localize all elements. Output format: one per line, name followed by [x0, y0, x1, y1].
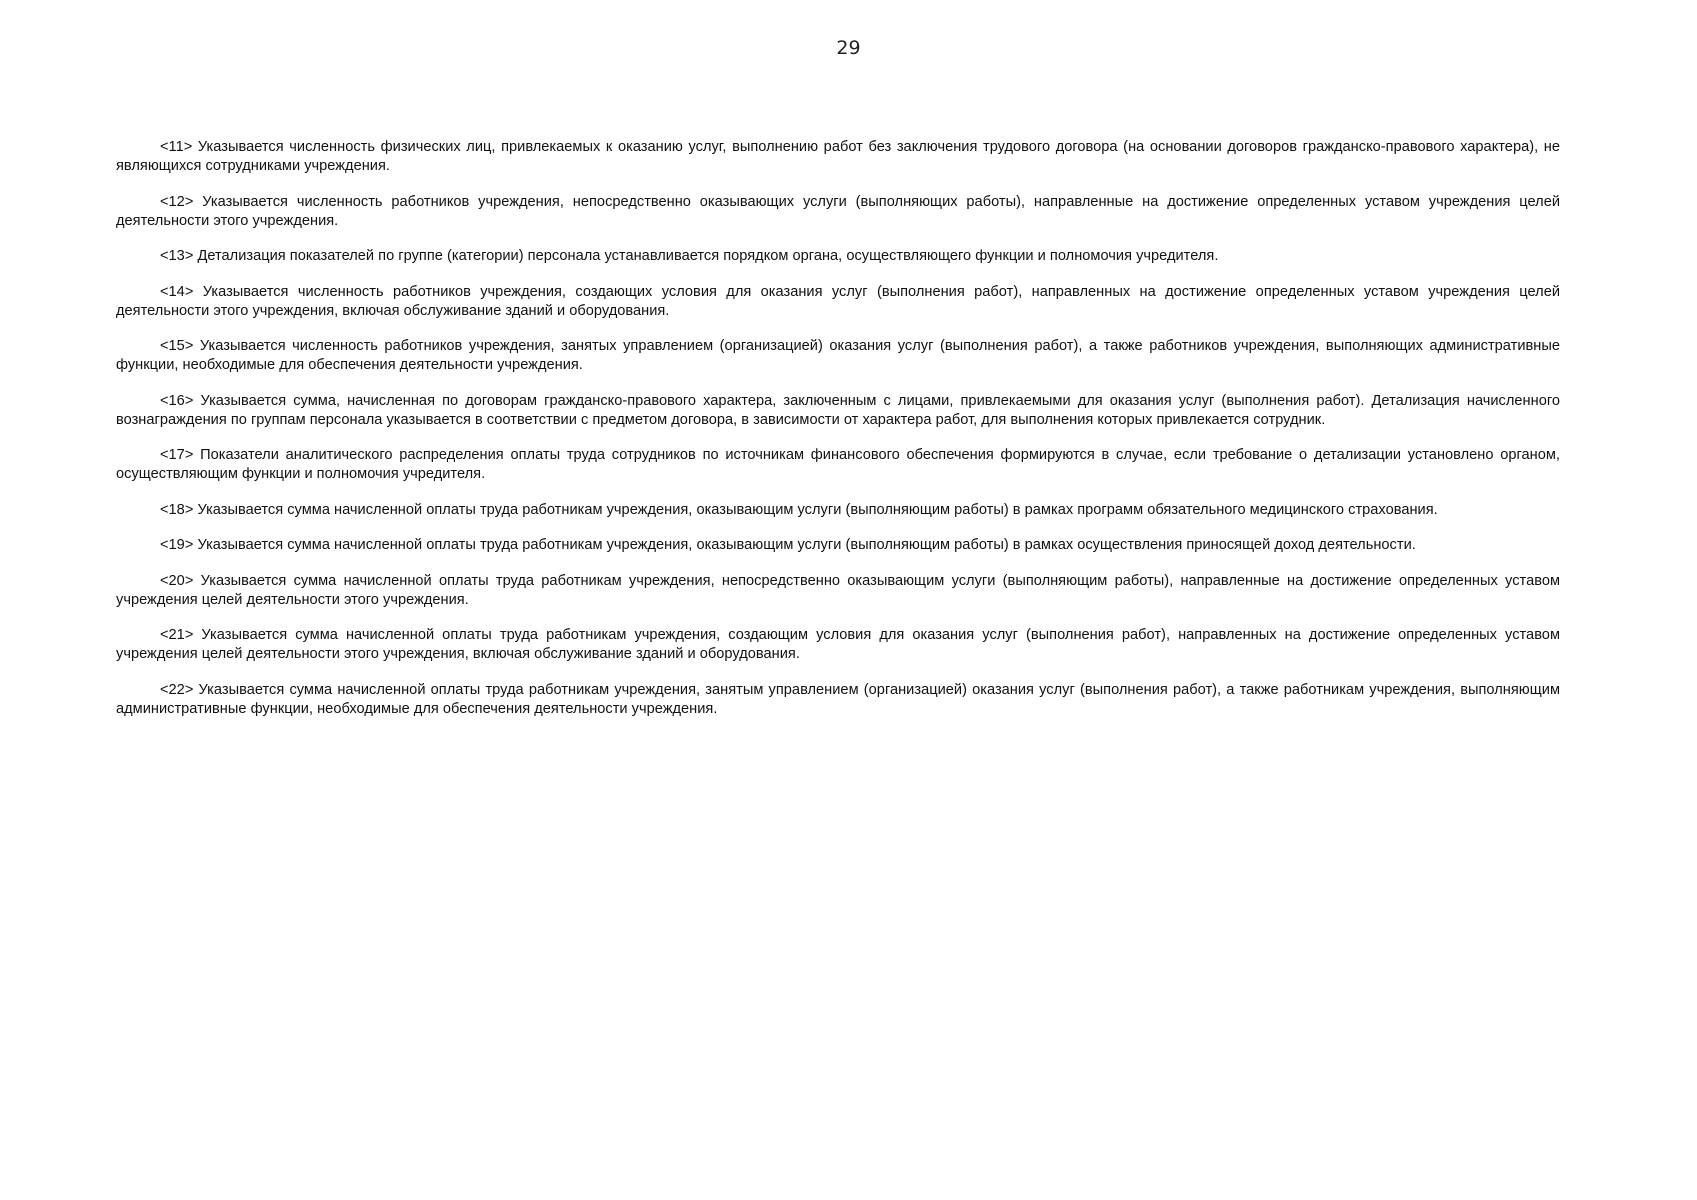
- footnotes-list: [116, 138, 1560, 735]
- footnote-20: [116, 572, 1560, 610]
- footnote-19: [116, 536, 1560, 555]
- footnote-22: [116, 681, 1560, 719]
- footnote-marker: <18>: [160, 501, 194, 518]
- footnote-text: Указывается сумма начисленной оплаты труда работникам учреждения, создающим условия для оказания услуг (выполнения работ), направленных на достижение определенных уставом учреждения целей деятельности этого учреждения, включая обслуживание зданий и оборудования.: [116, 627, 1560, 662]
- footnote-marker: <12>: [160, 193, 194, 210]
- footnote-text: Указывается сумма, начисленная по договорам гражданско-правового характера, заключенным с лицами, привлекаемыми для оказания услуг (выполнения работ). Детализация начисленного вознаграждения по группам персонала указывается в соответствии с предметом договора, в зависимости от характера работ, для выполнения которых привлекается сотрудник.: [116, 392, 1560, 428]
- footnote-18: [116, 501, 1560, 520]
- footnote-text: Указывается сумма начисленной оплаты труда работникам учреждения, занятым управлением (организацией) оказания услуг (выполнения работ), а также работникам учреждения, выполняющим административные функции, необходимые для обеспечения деятельности учреждения.: [116, 681, 1561, 717]
- footnote-marker: <15>: [160, 338, 194, 354]
- footnote-marker: <22>: [160, 681, 194, 698]
- footnote-text: Указывается сумма начисленной оплаты труда работникам учреждения, оказывающим услуги (выполняющим работы) в рамках осуществления приносящей доход деятельности.: [197, 537, 1416, 553]
- page-number: 29: [836, 37, 861, 59]
- footnote-text: Указывается численность работников учреждения, создающих условия для оказания услуг (выполнения работ), направленных на достижение определенных уставом учреждения целей деятельности этого учреждения, включая обслуживание зданий и оборудования.: [116, 283, 1560, 319]
- footnote-marker: <16>: [160, 392, 194, 409]
- footnote-21: [116, 626, 1560, 664]
- footnote-text: Указывается численность физических лиц, привлекаемых к оказанию услуг, выполнению работ без заключения трудового договора (на основании договоров гражданско-правового характера), не являющихся сотрудниками учреждения.: [116, 139, 1561, 174]
- footnote-text: Указывается численность работников учреждения, занятых управлением (организацией) оказания услуг (выполнения работ), а также работников учреждения, выполняющих административные функции, необходимые для обеспечения деятельности учреждения.: [116, 338, 1560, 373]
- footnote-12: [116, 193, 1560, 231]
- footnote-14: [116, 283, 1560, 321]
- footnote-marker: <13>: [160, 248, 194, 264]
- footnote-text: Указывается численность работников учреждения, непосредственно оказывающих услуги (выполняющих работы), направленные на достижение определенных уставом учреждения целей деятельности этого учреждения.: [116, 193, 1561, 229]
- footnote-13: [116, 247, 1560, 266]
- footnote-16: [116, 392, 1560, 430]
- footnote-marker: <19>: [160, 537, 194, 553]
- footnote-text: Показатели аналитического распределения оплаты труда сотрудников по источникам финансового обеспечения формируются в случае, если требование о детализации установлено органом, осуществляющим функции и полномочия учредителя.: [116, 447, 1561, 482]
- footnote-11: [116, 138, 1560, 176]
- footnote-text: Детализация показателей по группе (категории) персонала устанавливается порядком органа, осуществляющего функции и полномочия учредителя.: [197, 248, 1219, 264]
- footnote-text: Указывается сумма начисленной оплаты труда работникам учреждения, непосредственно оказывающим услуги (выполняющим работы), направленные на достижение определенных уставом учреждения целей деятельности этого учреждения.: [116, 572, 1561, 608]
- footnote-15: [116, 337, 1560, 375]
- footnote-17: [116, 446, 1560, 484]
- footnote-marker: <14>: [160, 283, 194, 300]
- footnote-marker: <21>: [160, 627, 194, 643]
- footnote-marker: <11>: [160, 139, 193, 155]
- footnote-marker: <20>: [160, 572, 194, 589]
- footnote-marker: <17>: [160, 447, 194, 463]
- footnote-text: Указывается сумма начисленной оплаты труда работникам учреждения, оказывающим услуги (выполняющим работы) в рамках программ обязательного медицинского страхования.: [197, 501, 1438, 518]
